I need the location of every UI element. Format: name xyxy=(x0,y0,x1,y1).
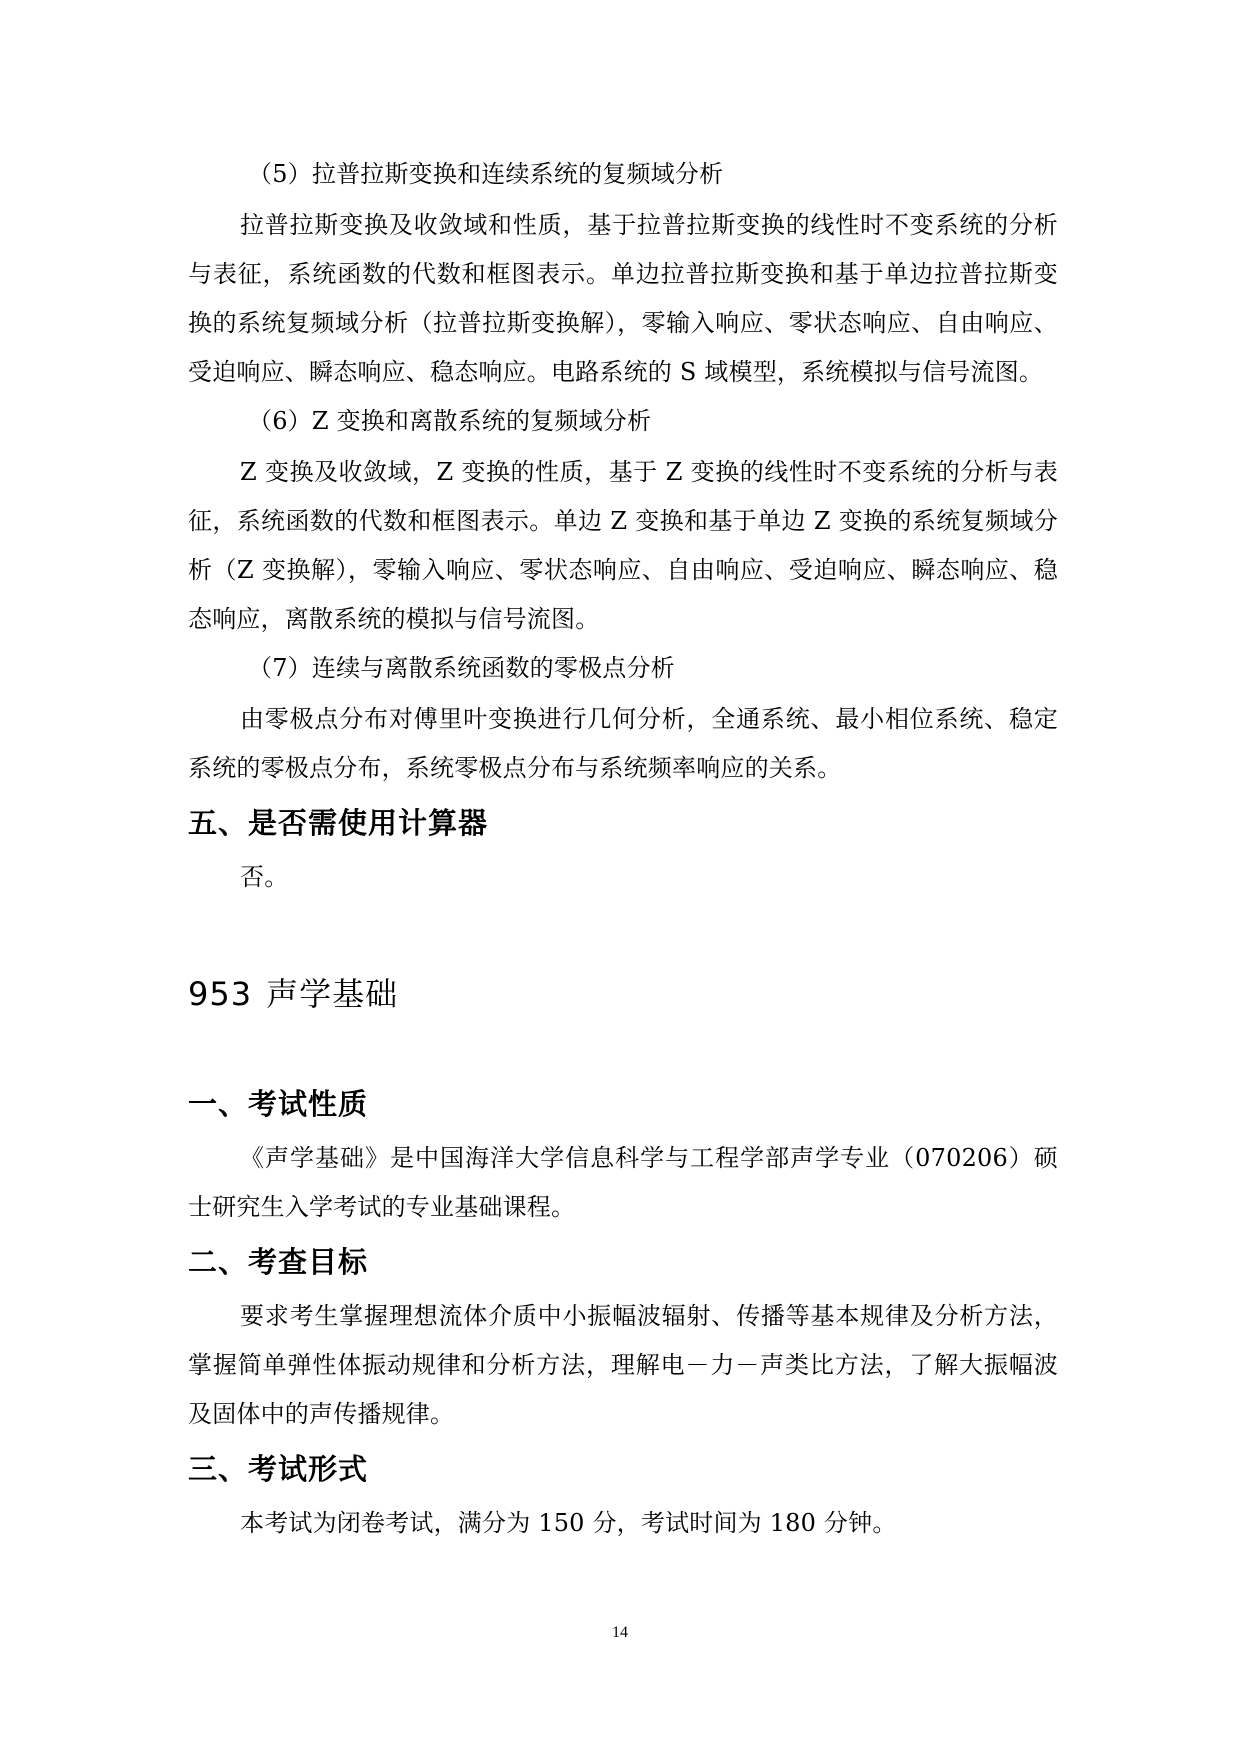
section5-body: 拉普拉斯变换及收敛域和性质，基于拉普拉斯变换的线性时不变系统的分析与表征，系统函数的代数和框图表示。单边拉普拉斯变换和基于单边拉普拉斯变换的系统复频域分析（拉普拉斯变换解），零输入响应、零状态响应、自由响应、受迫响应、瞬态响应、稳态响应。电路系统的 S 域模型，系统模拟与信号流图。 xyxy=(188,211,1058,386)
section7-heading: （7）连续与离散系统函数的零极点分析 xyxy=(248,654,675,682)
section7-body: 由零极点分布对傅里叶变换进行几何分析，全通系统、最小相位系统、稳定系统的零极点分布，系统零极点分布与系统频率响应的关系。 xyxy=(188,705,1058,782)
section5-heading: （5）拉普拉斯变换和连续系统的复频域分析 xyxy=(248,160,724,188)
calculator-answer: 否。 xyxy=(240,863,289,891)
exam-form-heading: 三、考试形式 xyxy=(188,1452,369,1486)
page-content xyxy=(188,150,1058,1548)
exam-form-body: 本考试为闭卷考试，满分为 150 分，考试时间为 180 分钟。 xyxy=(240,1509,897,1537)
page-number: 14 xyxy=(612,1624,628,1641)
exam-goal-body: 要求考生掌握理想流体介质中小振幅波辐射、传播等基本规律及分析方法，掌握简单弹性体振动规律和分析方法，理解电－力－声类比方法，了解大振幅波及固体中的声传播规律。 xyxy=(188,1302,1058,1428)
course-title xyxy=(188,972,1058,1016)
exam-nature-body: 《声学基础》是中国海洋大学信息科学与工程学部声学专业（070206）硕士研究生入学考试的专业基础课程。 xyxy=(188,1144,1058,1221)
exam-goal-heading: 二、考查目标 xyxy=(188,1245,369,1279)
course-name: 声学基础 xyxy=(266,975,399,1013)
course-code: 953 xyxy=(188,975,253,1013)
exam-nature-heading: 一、考试性质 xyxy=(188,1087,369,1121)
calculator-heading: 五、是否需使用计算器 xyxy=(188,806,489,840)
section6-body: Z 变换及收敛域，Z 变换的性质，基于 Z 变换的线性时不变系统的分析与表征，系统函数的代数和框图表示。单边 Z 变换和基于单边 Z 变换的系统复频域分析（Z 变换解），零输入响应、零状态响应、自由响应、受迫响应、瞬态响应、稳态响应，离散系统的模拟与信号流图。 xyxy=(188,458,1058,633)
section6-heading: （6）Z 变换和离散系统的复频域分析 xyxy=(248,407,652,435)
